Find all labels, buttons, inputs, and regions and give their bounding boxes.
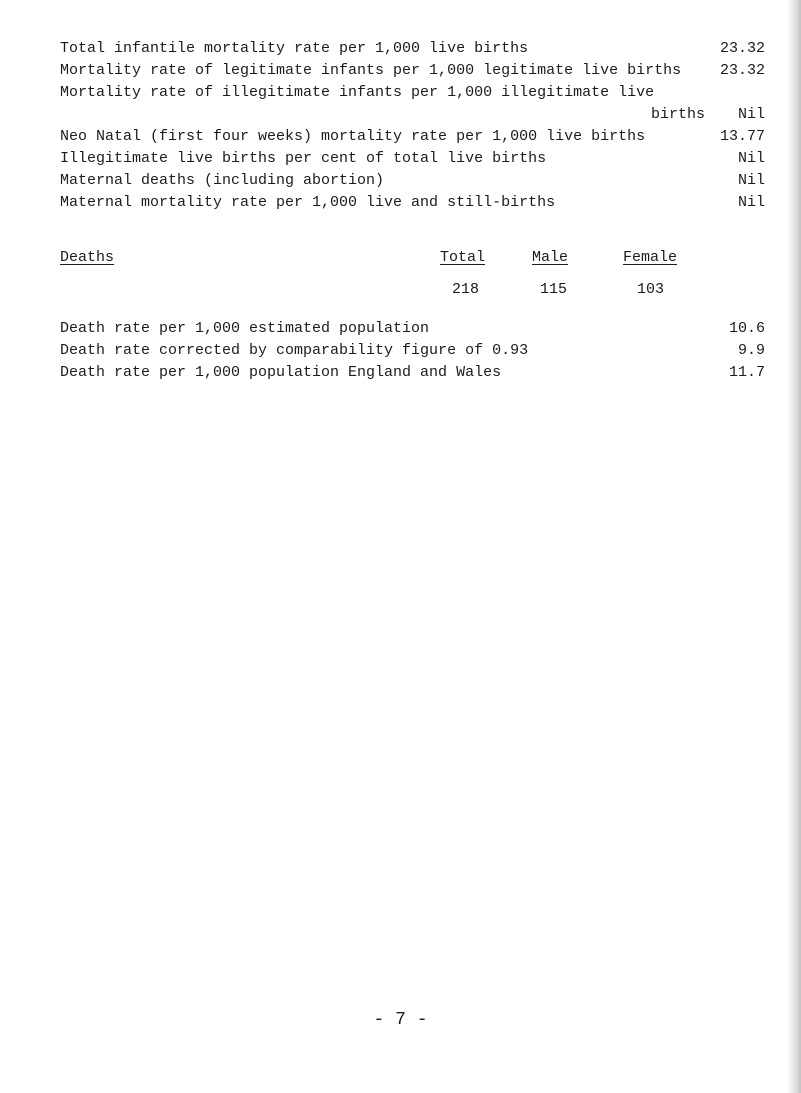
row-value: 23.32 <box>719 40 765 57</box>
row-label: births <box>650 106 705 123</box>
row-label: Maternal mortality rate per 1,000 live and still-births <box>60 194 556 211</box>
row-label: Death rate per 1,000 population England and Wales <box>60 364 502 381</box>
row-value: Nil <box>737 194 765 211</box>
deaths-male-value: 115 <box>540 281 568 298</box>
row-label: Death rate corrected by comparability figure of 0.93 <box>60 342 529 359</box>
row-label: Mortality rate of illegitimate infants per 1,000 illegitimate live <box>60 84 655 101</box>
mortality-row-continuation <box>60 104 765 126</box>
row-label: Neo Natal (first four weeks) mortality rate per 1,000 live births <box>60 128 646 145</box>
row-value: Nil <box>737 172 765 189</box>
page-number: - 7 - <box>373 1010 428 1030</box>
row-value: 13.77 <box>719 128 765 145</box>
row-label: Illegitimate live births per cent of total live births <box>60 150 547 167</box>
deaths-heading: Deaths <box>60 249 115 266</box>
row-label: Mortality rate of legitimate infants per 1,000 legitimate live births <box>60 62 682 79</box>
death-rate-row <box>60 362 765 384</box>
death-rate-row <box>60 318 765 340</box>
death-rate-row <box>60 340 765 362</box>
row-label: Death rate per 1,000 estimated population <box>60 320 430 337</box>
mortality-row <box>60 170 765 192</box>
mortality-row <box>60 192 765 214</box>
row-value: 11.7 <box>728 364 765 381</box>
scan-edge-shadow <box>787 0 801 1093</box>
mortality-row <box>60 82 765 104</box>
row-value: Nil <box>737 106 765 123</box>
row-value: Nil <box>737 150 765 167</box>
deaths-column-total: Total <box>440 249 486 266</box>
row-label: Maternal deaths (including abortion) <box>60 172 385 189</box>
deaths-female-value: 103 <box>637 281 665 298</box>
row-value: 23.32 <box>719 62 765 79</box>
mortality-row <box>60 148 765 170</box>
row-label: Total infantile mortality rate per 1,000 live births <box>60 40 529 57</box>
row-value: 9.9 <box>737 342 765 359</box>
deaths-column-female: Female <box>623 249 678 266</box>
mortality-row <box>60 60 765 82</box>
mortality-row <box>60 38 765 60</box>
row-value: 10.6 <box>728 320 765 337</box>
mortality-row <box>60 126 765 148</box>
deaths-column-male: Male <box>532 249 569 266</box>
deaths-total-value: 218 <box>452 281 480 298</box>
